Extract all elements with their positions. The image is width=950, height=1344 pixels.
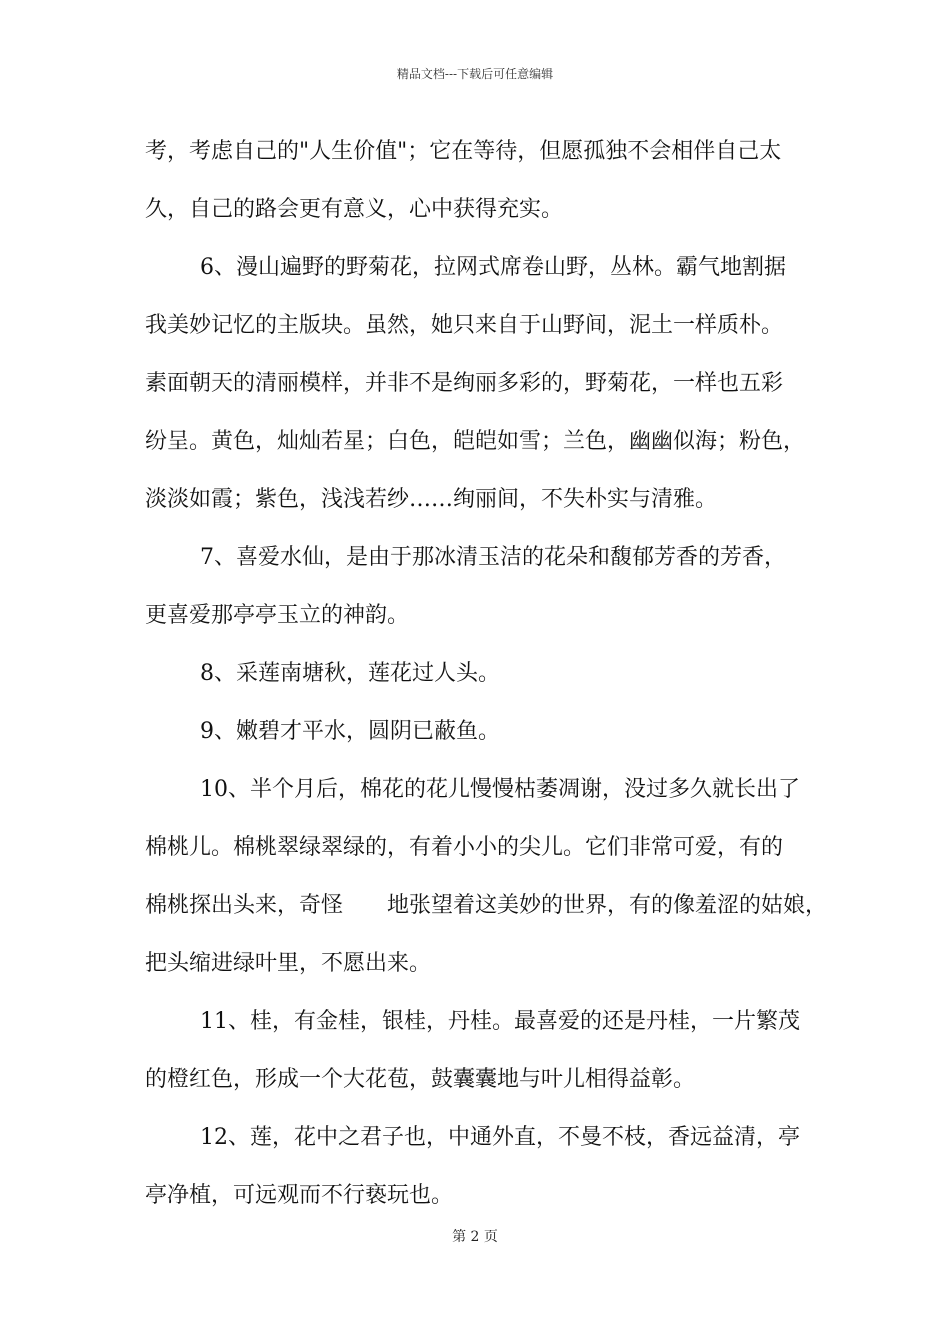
paragraph-start: 12、莲，花中之君子也，中通外直，不曼不枝，香远益清，亭 [200, 1125, 800, 1150]
text-line: 更喜爱那亭亭玉立的神韵。 [145, 603, 410, 628]
text-line: 素面朝天的清丽模样，并非不是绚丽多彩的，野菊花，一样也五彩 [145, 371, 784, 396]
page-number: 第 2 页 [452, 1229, 498, 1245]
text-line: 棉桃儿。棉桃翠绿翠绿的，有着小小的尖儿。它们非常可爱，有的 [145, 835, 784, 860]
text-line: 亭净植，可远观而不行亵玩也。 [145, 1183, 454, 1208]
text-line: 淡淡如霞；紫色，浅浅若纱……绚丽间，不失朴实与清雅。 [145, 487, 718, 512]
paragraph-start: 6、漫山遍野的野菊花，拉网式席卷山野，丛林。霸气地割据 [200, 255, 786, 280]
paragraph-start: 9、嫩碧才平水，圆阴已蔽鱼。 [200, 719, 500, 744]
text-line: 把头缩进绿叶里，不愿出来。 [145, 951, 432, 976]
text-line: 棉桃探出头来，奇怪 地张望着这美妙的世界，有的像羞涩的姑娘， [145, 893, 828, 918]
page-header: 精品文档---下载后可任意编辑 [396, 67, 554, 81]
paragraph-start: 8、采莲南塘秋，莲花过人头。 [200, 661, 500, 686]
text-line: 我美妙记忆的主版块。虽然，她只来自于山野间，泥土一样质朴。 [145, 313, 784, 338]
document-body [145, 132, 828, 1234]
text-line: 考，考虑自己的"人生价值"；它在等待，但愿孤独不会相伴自己太 [145, 139, 782, 164]
paragraph-start: 10、半个月后，棉花的花儿慢慢枯萎凋谢，没过多久就长出了 [200, 777, 800, 802]
text-line: 久，自己的路会更有意义，心中获得充实。 [145, 197, 564, 222]
text-line: 的橙红色，形成一个大花苞，鼓囊囊地与叶儿相得益彰。 [145, 1067, 696, 1092]
paragraph-start: 11、桂，有金桂，银桂，丹桂。最喜爱的还是丹桂，一片繁茂 [200, 1009, 800, 1034]
text-line: 纷呈。黄色，灿灿若星；白色，皑皑如雪；兰色，幽幽似海；粉色， [145, 429, 806, 454]
paragraph-start: 7、喜爱水仙，是由于那冰清玉洁的花朵和馥郁芳香的芳香， [200, 545, 786, 570]
